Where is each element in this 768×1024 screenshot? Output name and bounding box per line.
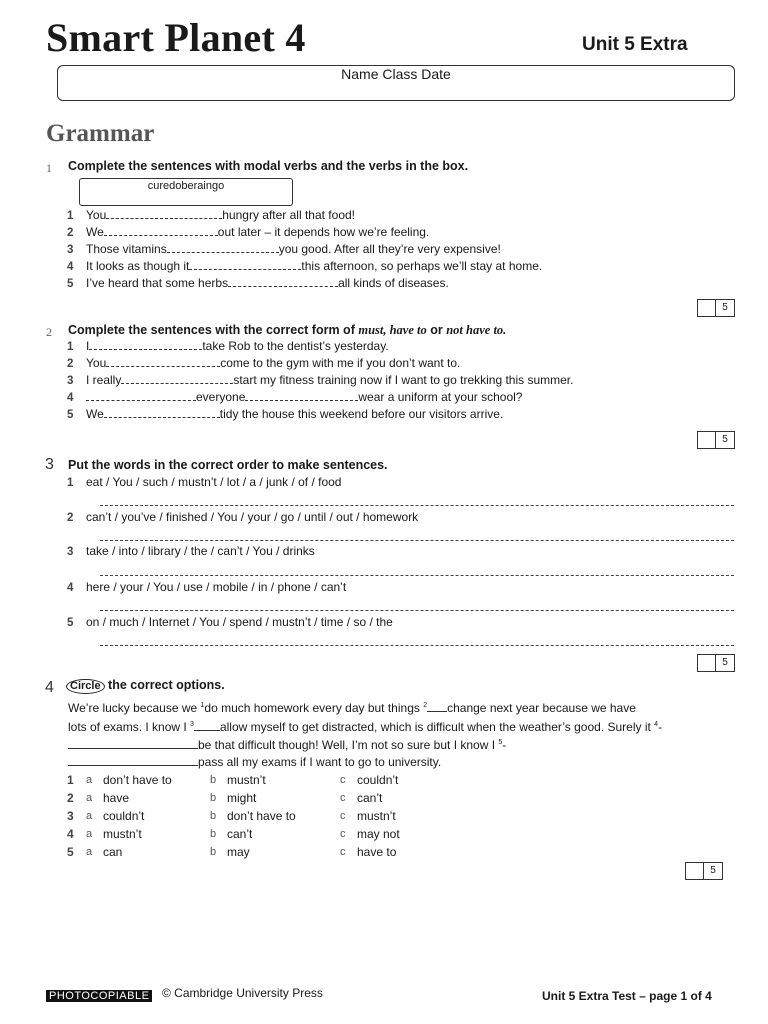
item-number: 3 bbox=[67, 244, 74, 256]
question-1-number: 1 bbox=[46, 161, 52, 175]
option-c[interactable]: may not bbox=[357, 827, 400, 841]
option-a[interactable]: mustn’t bbox=[103, 827, 142, 841]
list-item bbox=[67, 356, 573, 373]
gap-fill-paragraph: We’re lucky because we $^1$do much homework every day but things $^2$ change next year because we have lots of exams. I know I $^3$ allow myself to get distracted, which is difficult when the weather’s good. Surely it $^4$- be that difficult though! Well, I’m not so sure but I know I $^5$- pass all my exams if I want to go to university. bbox=[68, 701, 663, 769]
item-text: take Rob to the dentist’s yesterday. bbox=[202, 339, 389, 353]
item-number: 5 bbox=[67, 278, 74, 290]
option-a[interactable]: don’t have to bbox=[103, 773, 172, 787]
score-box[interactable] bbox=[685, 862, 723, 880]
answer-blank[interactable] bbox=[121, 373, 233, 384]
score-total: 5 bbox=[722, 657, 728, 668]
option-row: 2 a have b might c can’t bbox=[67, 791, 383, 805]
item-text: this afternoon, so perhaps we’ll stay at home. bbox=[301, 259, 543, 273]
question-3-instruction: Put the words in the correct order to make sentences. bbox=[68, 458, 388, 472]
item-text: here / your / You / use / mobile / in / phone / can’t bbox=[86, 580, 347, 594]
option-c[interactable]: have to bbox=[357, 845, 397, 859]
answer-line[interactable] bbox=[100, 610, 734, 611]
answer-blank[interactable] bbox=[167, 242, 279, 253]
instruction-text: Complete the sentences with the correct form of bbox=[68, 323, 359, 337]
item-number: 1 bbox=[67, 477, 74, 489]
item-text: all kinds of diseases. bbox=[338, 276, 449, 290]
worksheet-title: Smart Planet 4 bbox=[46, 15, 306, 60]
answer-blank[interactable] bbox=[104, 225, 218, 236]
copyright-text: © Cambridge University Press bbox=[162, 986, 323, 1000]
instruction-emphasis: . bbox=[503, 323, 507, 337]
name-class-date-box[interactable] bbox=[57, 65, 735, 101]
instruction-text: the correct options. bbox=[104, 678, 225, 692]
word-box-words: curedoberaingo bbox=[147, 180, 225, 192]
list-item bbox=[67, 510, 418, 527]
option-a[interactable]: can bbox=[103, 845, 123, 859]
option-b[interactable]: don’t have to bbox=[227, 809, 296, 823]
item-text: eat / You / such / mustn’t / lot / a / junk / of / food bbox=[86, 475, 342, 489]
item-number: 2 bbox=[67, 227, 74, 239]
option-a[interactable]: have bbox=[103, 791, 130, 805]
instruction-emphasis: not have to bbox=[446, 323, 504, 337]
list-item bbox=[67, 339, 573, 356]
unit-label: Unit 5 Extra bbox=[582, 34, 688, 55]
item-text: You bbox=[86, 208, 107, 222]
option-c[interactable]: mustn’t bbox=[357, 809, 396, 823]
list-item bbox=[67, 208, 542, 225]
item-number: 5 bbox=[67, 617, 74, 629]
item-text: hungry after all that food! bbox=[222, 208, 355, 222]
question-4-number: 4 bbox=[45, 679, 54, 696]
score-total: 5 bbox=[722, 302, 728, 313]
item-text: Those vitamins bbox=[86, 242, 167, 256]
answer-blank[interactable] bbox=[228, 276, 338, 287]
section-heading: Grammar bbox=[46, 120, 155, 147]
question-2-number: 2 bbox=[46, 325, 52, 339]
item-number: 3 bbox=[67, 546, 74, 558]
list-item bbox=[67, 544, 315, 561]
list-item bbox=[67, 373, 573, 390]
item-number: 2 bbox=[67, 358, 74, 370]
option-row: 1 a don’t have to b mustn’t c couldn’t bbox=[67, 773, 399, 787]
question-4-instruction bbox=[66, 678, 225, 694]
score-box[interactable] bbox=[697, 654, 735, 672]
item-number: 5 bbox=[67, 409, 74, 421]
item-text: come to the gym with me if you don’t want to. bbox=[220, 356, 461, 370]
instruction-emphasis: have to bbox=[389, 323, 427, 337]
list-item bbox=[67, 242, 542, 259]
list-item bbox=[67, 276, 542, 293]
instruction-emphasis: , bbox=[383, 323, 390, 337]
score-box[interactable] bbox=[697, 431, 735, 449]
item-text: start my fitness training now if I want to go trekking this summer. bbox=[233, 373, 574, 387]
item-text: I really bbox=[86, 373, 122, 387]
answer-blank[interactable] bbox=[106, 208, 222, 219]
option-b[interactable]: might bbox=[227, 791, 257, 805]
item-text: I bbox=[86, 339, 90, 353]
option-b[interactable]: can’t bbox=[227, 827, 253, 841]
question-3-number: 3 bbox=[45, 456, 54, 473]
item-text: can’t / you’ve / finished / You / your / go / until / out / homework bbox=[86, 510, 419, 524]
item-text: everyone bbox=[196, 390, 246, 404]
answer-blank[interactable] bbox=[245, 390, 358, 401]
item-number: 1 bbox=[67, 341, 74, 353]
question-4-options bbox=[67, 771, 400, 861]
option-row: 3 a couldn’t b don’t have to c mustn’t bbox=[67, 809, 396, 823]
list-item bbox=[67, 615, 393, 632]
item-number: 4 bbox=[67, 582, 74, 594]
item-text: wear a uniform at your school? bbox=[358, 390, 523, 404]
photocopiable-label: PHOTOCOPIABLE bbox=[46, 986, 152, 1004]
question-2-items bbox=[67, 339, 573, 424]
answer-blank[interactable] bbox=[86, 390, 196, 401]
item-number: 4 bbox=[67, 261, 74, 273]
item-text: on / much / Internet / You / spend / mustn’t / time / so / the bbox=[86, 615, 393, 629]
item-text: It looks as though it bbox=[86, 259, 190, 273]
list-item bbox=[67, 580, 346, 597]
instruction-text: or bbox=[426, 323, 447, 337]
list-item bbox=[67, 475, 341, 492]
question-1-items bbox=[67, 208, 542, 293]
answer-blank[interactable] bbox=[89, 339, 202, 350]
item-number: 4 bbox=[67, 392, 74, 404]
score-total: 5 bbox=[722, 434, 728, 445]
answer-blank[interactable] bbox=[106, 356, 220, 367]
list-item bbox=[67, 259, 542, 276]
score-box[interactable] bbox=[697, 299, 735, 317]
item-text: out later – it depends how we’re feeling. bbox=[217, 225, 430, 239]
list-item bbox=[67, 225, 542, 242]
item-number: 3 bbox=[67, 375, 74, 387]
item-text: take / into / library / the / can’t / You / drinks bbox=[86, 544, 315, 558]
score-total: 5 bbox=[710, 865, 716, 876]
option-b[interactable]: may bbox=[227, 845, 250, 859]
item-number: 2 bbox=[67, 512, 74, 524]
option-row: 5 a can b may c have to bbox=[67, 845, 397, 859]
question-1-instruction: Complete the sentences with modal verbs and the verbs in the box. bbox=[68, 159, 469, 173]
item-text: tidy the house this weekend before our visitors arrive. bbox=[219, 407, 504, 421]
item-text: You bbox=[86, 356, 107, 370]
word-box bbox=[79, 178, 293, 206]
circle-word: Circle bbox=[66, 679, 105, 694]
item-text: We bbox=[86, 407, 104, 421]
item-text: We bbox=[86, 225, 104, 239]
option-b[interactable]: mustn’t bbox=[227, 773, 266, 787]
answer-line[interactable] bbox=[100, 645, 734, 646]
name-class-date-label: Name Class Date bbox=[341, 66, 451, 82]
answer-blank[interactable] bbox=[189, 259, 301, 270]
instruction-emphasis: must bbox=[358, 323, 384, 337]
question-2-instruction bbox=[68, 323, 506, 338]
item-number: 1 bbox=[67, 210, 74, 222]
answer-line[interactable] bbox=[100, 540, 734, 541]
option-row: 4 a mustn’t b can’t c may not bbox=[67, 827, 400, 841]
item-text: you good. After all they’re very expensive! bbox=[278, 242, 501, 256]
list-item bbox=[67, 407, 573, 424]
page-indicator: Unit 5 Extra Test – page 1 of 4 bbox=[542, 989, 712, 1003]
answer-line[interactable] bbox=[100, 505, 734, 506]
option-c[interactable]: can’t bbox=[357, 791, 383, 805]
list-item bbox=[67, 390, 573, 407]
option-a[interactable]: couldn’t bbox=[103, 809, 145, 823]
answer-blank[interactable] bbox=[104, 407, 220, 418]
item-text: I’ve heard that some herbs bbox=[86, 276, 229, 290]
option-c[interactable]: couldn’t bbox=[357, 773, 399, 787]
answer-line[interactable] bbox=[100, 575, 734, 576]
